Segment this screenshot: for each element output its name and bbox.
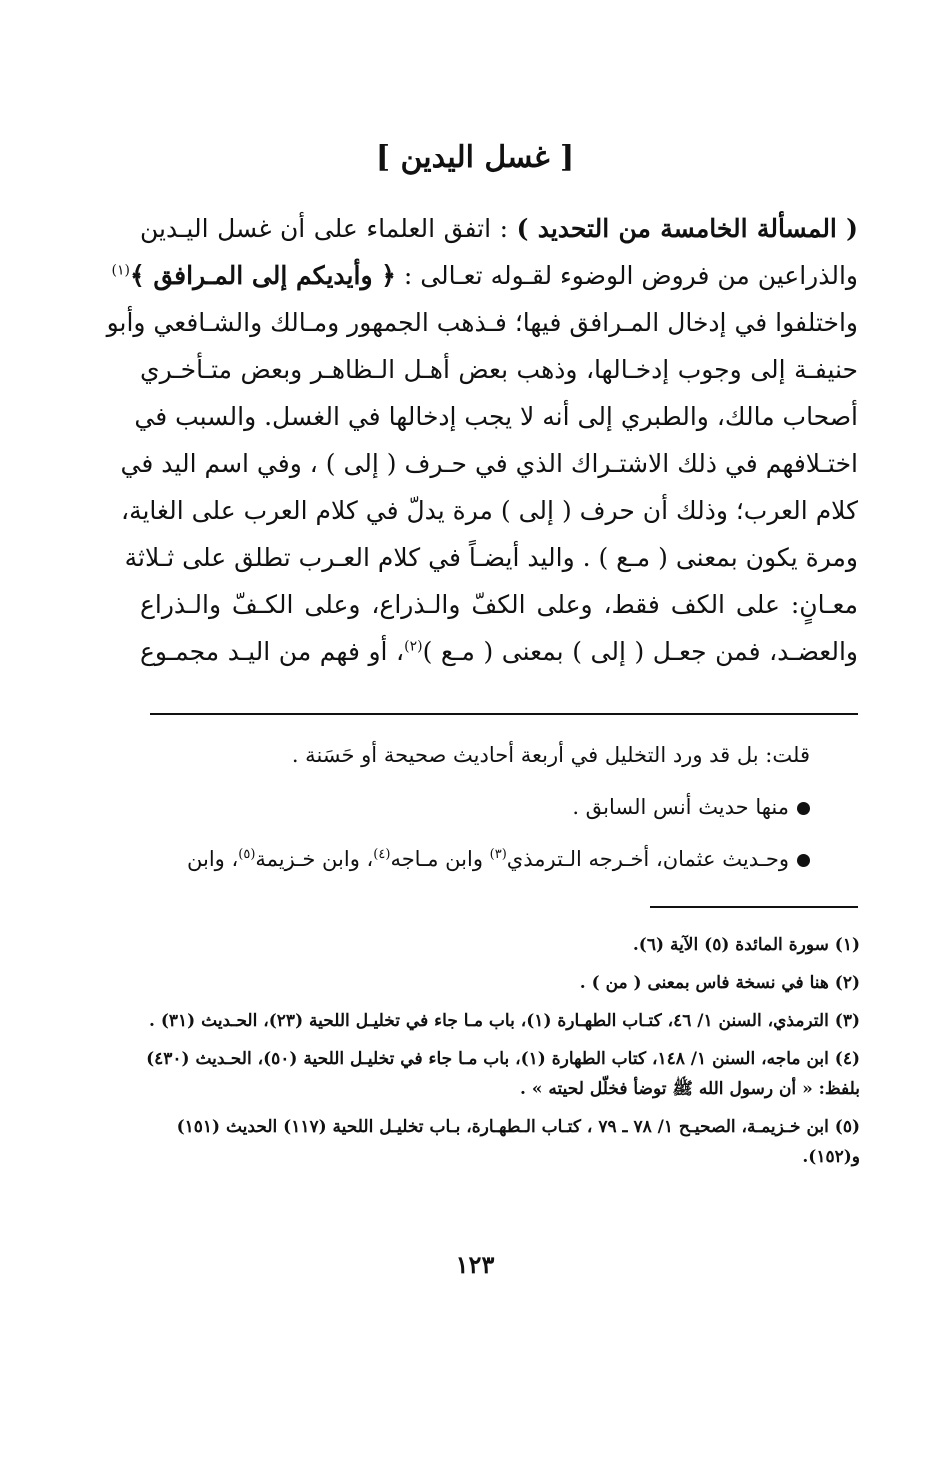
- body-line: [134, 393, 858, 440]
- body-line: [106, 299, 858, 346]
- body-line: [140, 581, 858, 628]
- body-line-text: كلام العرب؛ وذلك أن حرف ( إلى ) مرة يدلّ في كلام العرب على الغاية،: [121, 496, 858, 525]
- body-line-text: والذراعين من فروض الوضوء لقـوله تعـالى :: [403, 261, 858, 290]
- body-line-text: واختلفوا في إدخال المـرافق فيها؛ فـذهب الجمهور ومـالك والشـافعي وأبو: [106, 308, 858, 337]
- bullet-text: وابن مـاجه: [390, 847, 490, 871]
- footnote: (٢) هنا في نسخة فاس بمعنى ( من ) .: [579, 973, 860, 993]
- bullet-text: ، وابن خـزيمة: [255, 847, 374, 871]
- bullet-item: [140, 792, 810, 822]
- body-line-text: والعضـد، فمن جعـل ( إلى ) بمعنى ( مـع ): [422, 637, 858, 666]
- main-separator-rule: [150, 713, 858, 715]
- bullet-dot-icon: [797, 802, 810, 815]
- body-line-text: : اتفق العلماء على أن غسل اليـدين: [140, 214, 509, 243]
- footnote-separator-rule: [650, 906, 858, 908]
- body-line: [140, 205, 858, 252]
- bullet-dot-icon: [797, 854, 810, 867]
- body-line-text: ومرة يكون بمعنى ( مـع ) . واليد أيضـاً في كلام العـرب تطلق على ثـلاثة: [124, 543, 858, 572]
- footnote: (٤) ابن ماجه، السنن ١/ ١٤٨، كتاب الطهارة (١)، باب مـا جاء في تخليـل اللحية (٥٠)، الحـديث (٤٣٠) بلفظ: « أن رسول الله ﷺ توضأ فخلّل لحيته » .: [146, 1049, 860, 1099]
- body-line: [140, 628, 858, 675]
- footnote-ref: (١): [111, 262, 130, 279]
- body-line-text: أصحاب مالك، والطبري إلى أنه لا يجب إدخالها في الغسل. والسبب في: [134, 402, 858, 431]
- quran-quote: ﴿ وأيديكم إلى المـرافق ﴾: [129, 261, 396, 290]
- body-line: [120, 440, 858, 487]
- bullet-text: ، وابن: [186, 847, 239, 871]
- body-line: [124, 534, 858, 581]
- footnote-ref: (٢): [404, 638, 423, 655]
- footnote: (٣) الترمذي، السنن ١/ ٤٦، كتـاب الطهـارة (١)، باب مـا جاء في تخليـل اللحية (٢٣)، الحـديث (٣١) .: [149, 1011, 860, 1031]
- footnote-ref: (٣): [489, 847, 507, 862]
- issue-heading: ( المسألة الخامسة من التحديد ): [516, 214, 859, 243]
- page-number: ١٢٣: [455, 1250, 495, 1279]
- body-line-text: حنيفـة إلى وجوب إدخـالها، وذهب بعض أهـل الـظاهـر وبعض متـأخـري: [140, 355, 858, 384]
- body-line-text: اختـلافهم في ذلك الاشتـراك الذي في حـرف ( إلى ) ، وفي اسم اليد في: [120, 449, 858, 478]
- editor-note-intro: قلت: بل قد ورد التخليل في أربعة أحاديث صحيحة أو حَسَنة .: [291, 743, 810, 767]
- bullet-text: منها حديث أنس السابق .: [572, 795, 789, 819]
- body-line-text: ، أو فهم من اليـد مجمـوع: [140, 637, 405, 666]
- body-line-text: معـانٍ: على الكف فقط، وعلى الكفّ والـذراع، وعلى الكـفّ والـذراع: [140, 590, 858, 619]
- section-title: [ غسل اليدين ]: [375, 140, 575, 175]
- body-line: [111, 252, 858, 299]
- bullet-text: وحـديث عثمان، أخـرجه الـترمذي: [506, 847, 789, 871]
- bullet-item: [140, 844, 810, 874]
- body-line: [121, 487, 858, 534]
- footnote: (١) سورة المائدة (٥) الآية (٦).: [632, 935, 860, 955]
- editor-notes: [140, 740, 810, 874]
- footnotes: [140, 930, 860, 1180]
- footnote: (٥) ابن خـزيمـة، الصحيـح ١/ ٧٨ ـ ٧٩ ، كتـاب الـطهـارة، بـاب تخليـل اللحية (١١٧) الحديث (١٥١) و(١٥٢).: [176, 1117, 860, 1167]
- footnote-ref: (٤): [373, 847, 391, 862]
- main-paragraph: [106, 205, 859, 675]
- body-line: [140, 346, 858, 393]
- footnote-ref: (٥): [238, 847, 256, 862]
